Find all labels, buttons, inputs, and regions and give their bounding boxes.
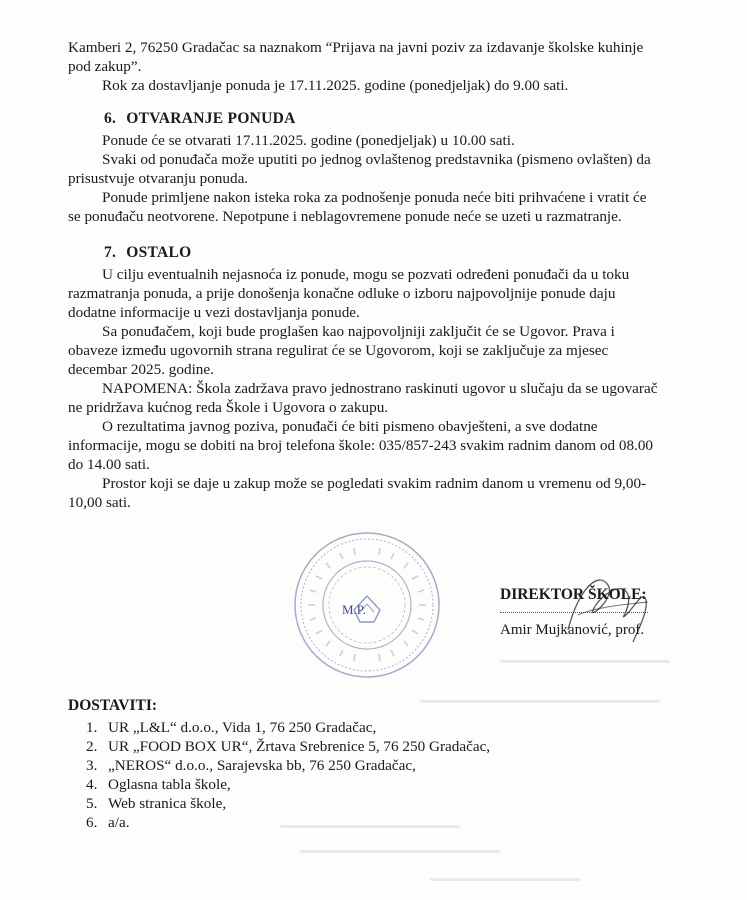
section-6-heading [104, 110, 296, 128]
bleed-through-mark [420, 700, 660, 703]
body-line: O rezultatima javnog poziva, ponuđači će biti pismeno obavješteni, a sve dodatne [102, 418, 598, 435]
body-line: Prostor koji se daje u zakup može se pogledati svakim radnim danom u vremenu od 9,00- [102, 475, 647, 492]
body-line: informacije, mogu se dobiti na broj telefona škole: 035/857-243 svakim radnim danom od 08.00 [68, 437, 654, 454]
section-title: OTVARANJE PONUDA [126, 110, 296, 127]
body-line: do 14.00 sati. [68, 456, 150, 473]
body-line: prisustvuje otvaranju ponuda. [68, 170, 249, 187]
body-line: Ponude primljene nakon isteka roka za podnošenje ponuda neće biti prihvaćene i vratit će [102, 189, 647, 206]
section-number: 6. [104, 110, 117, 127]
body-line: ne pridržava kućnog reda Škole i Ugovora o zakupu. [68, 399, 389, 416]
list-item: 2. UR „FOOD BOX UR“, Žrtava Srebrenice 5, 76 250 Gradačac, [86, 738, 491, 755]
director-title: DIREKTOR ŠKOLE: [500, 586, 647, 603]
body-line: pod zakup”. [68, 58, 142, 75]
section-number: 7. [104, 244, 117, 261]
director-name: Amir Mujkanović, prof. [500, 622, 645, 638]
body-line: U cilju eventualnih nejasnoća iz ponude, mogu se pozvati određeni ponuđači da u toku [102, 266, 630, 283]
deadline-line: Rok za dostavljanje ponuda je 17.11.2025. godine (ponedjeljak) do 9.00 sati. [102, 77, 569, 94]
body-line: decembar 2025. godine. [68, 361, 214, 378]
handwritten-signature [548, 560, 658, 650]
body-line: razmatranja ponuda, a prije donošenja konačne odluke o izboru najpovoljnije ponude daju [68, 285, 616, 302]
section-title: OSTALO [126, 244, 192, 261]
bleed-through-mark [300, 850, 500, 853]
list-item: 5. Web stranica škole, [86, 795, 227, 812]
list-item: 4. Oglasna tabla škole, [86, 776, 231, 793]
list-item: 1. UR „L&L“ d.o.o., Vida 1, 76 250 Gradačac, [86, 719, 377, 736]
recipients-title: DOSTAVITI: [68, 697, 158, 714]
body-line: dodatne informacije u vezi dostavljanja ponude. [68, 304, 360, 321]
school-stamp [292, 530, 442, 680]
body-line: obaveze između ugovornih strana regulirat će se Ugovorom, koji se zaključuje za mjesec [68, 342, 609, 359]
bleed-through-mark [500, 660, 670, 663]
list-item: 6. a/a. [86, 814, 130, 831]
section-7-heading [104, 244, 192, 262]
bleed-through-mark [430, 878, 580, 881]
list-item: 3. „NEROS“ d.o.o., Sarajevska bb, 76 250 Gradačac, [86, 757, 416, 774]
body-line: NAPOMENA: Škola zadržava pravo jednostrano raskinuti ugovor u slučaju da se ugovarač [102, 380, 658, 397]
body-line: se ponuđaču neotvorene. Nepotpune i neblagovremene ponude neće se uzeti u razmatranje. [68, 208, 622, 225]
stamp-label: M.P. [342, 602, 366, 617]
body-line: Kamberi 2, 76250 Gradačac sa naznakom “Prijava na javni poziv za izdavanje školske kuhinje [68, 39, 644, 56]
body-line: Svaki od ponuđača može uputiti po jednog ovlaštenog predstavnika (pismeno ovlašten) da [102, 151, 651, 168]
body-line: Ponude će se otvarati 17.11.2025. godine (ponedjeljak) u 10.00 sati. [102, 132, 515, 149]
body-line: Sa ponuđačem, koji bude proglašen kao najpovoljniji zaključit će se Ugovor. Prava i [102, 323, 615, 340]
body-line: 10,00 sati. [68, 494, 131, 511]
